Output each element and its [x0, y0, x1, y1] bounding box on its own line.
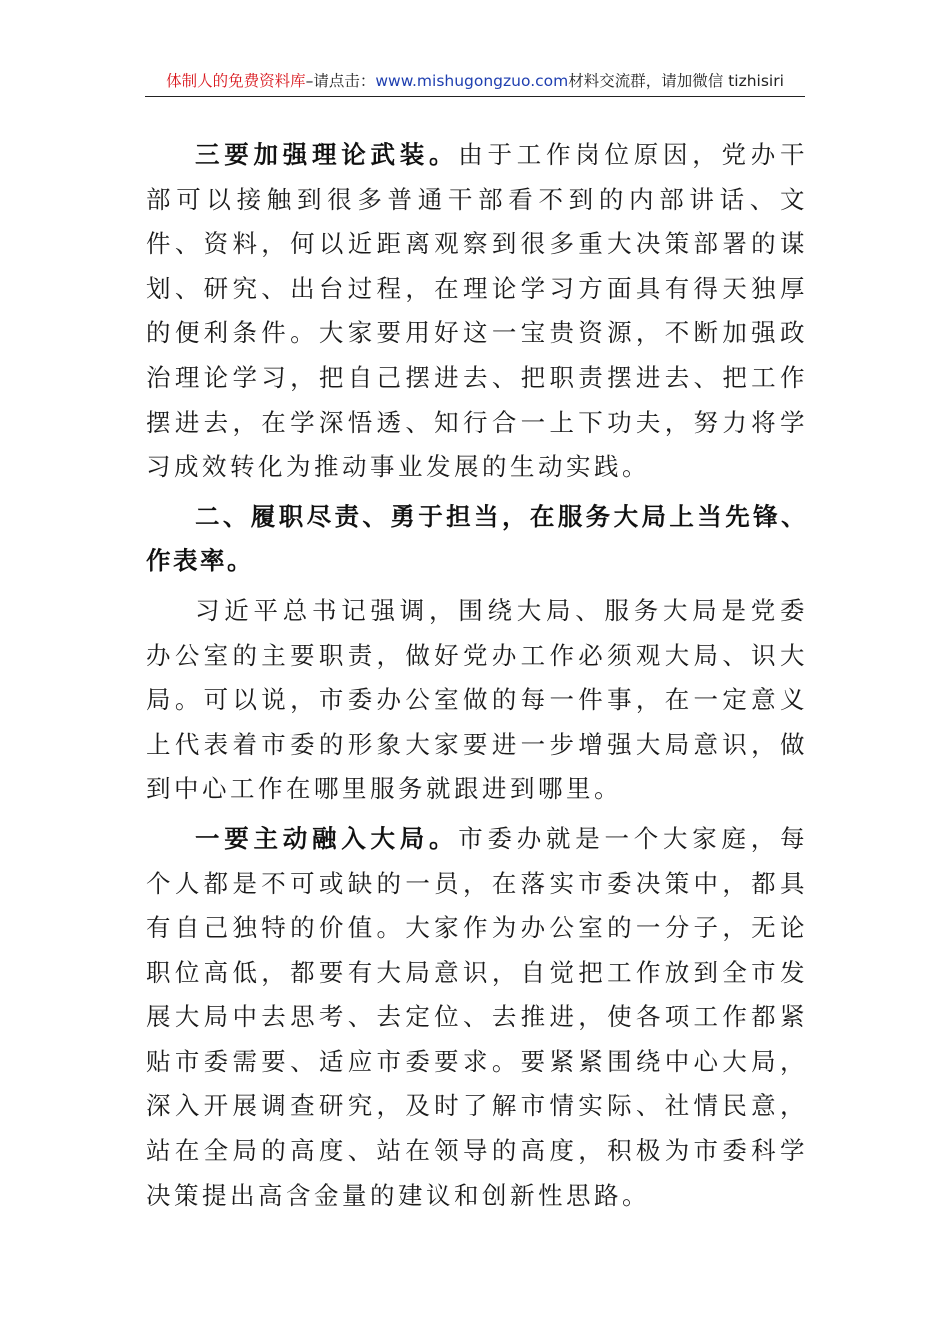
header-prompt: –请点击：: [305, 72, 376, 90]
paragraph-overall-situation: 习近平总书记强调，围绕大局、服务大局是党委办公室的主要职责，做好党办工作必须观大局、识大局。可以说，市委办公室做的每一件事，在一定意义上代表着市委的形象大家要进一步增强大局意识，做到中心工作在哪里服务就跟进到哪里。: [146, 595, 808, 804]
paragraph-lead-integrate: 一要主动融入大局。: [195, 823, 459, 853]
paragraph-text-integrate: 市委办就是一个大家庭，每个人都是不可或缺的一员，在落实市委决策中，都具有自己独特的价值。大家作为办公室的一分子，无论职位高低，都要有大局意识，自觉把工作放到全市发展大局中去思考、去定位、去推进，使各项工作都紧贴市委需要、适应市委要求。要紧紧围绕中心大局，深入开展调查研究，及时了解市情实际、社情民意，站在全局的高度、站在领导的高度，积极为市委科学决策提出高含金量的建议和创新性思路。: [146, 823, 808, 1210]
page-header: [145, 66, 805, 97]
section-heading-two: 二、履职尽责、勇于担当，在服务大局上当先锋、作表率。: [146, 501, 808, 576]
paragraph-lead-theory: 三要加强理论武装。: [195, 140, 459, 169]
paragraph-text-theory: 由于工作岗位原因，党办干部可以接触到很多普通干部看不到的内部讲话、文件、资料，何以近距离观察到很多重大决策部署的谋划、研究、出台过程，在理论学习方面具有得天独厚的便利条件。大家要用好这一宝贵资源，不断加强政治理论学习，把自己摆进去、把职责摆进去、把工作摆进去，在学深悟透、知行合一上下功夫，努力将学习成效转化为推动事业发展的生动实践。: [146, 140, 808, 482]
header-group-note: 材料交流群，请加微信: [568, 72, 724, 90]
header-site-name: 体制人的免费资料库: [166, 72, 306, 90]
paragraph-theory: [146, 133, 808, 490]
header-wechat-id: tizhisiri: [728, 72, 784, 90]
paragraph-integrate: [146, 817, 808, 1218]
document-body: [146, 133, 808, 1223]
header-link[interactable]: www.mishugongzuo.com: [375, 72, 569, 90]
